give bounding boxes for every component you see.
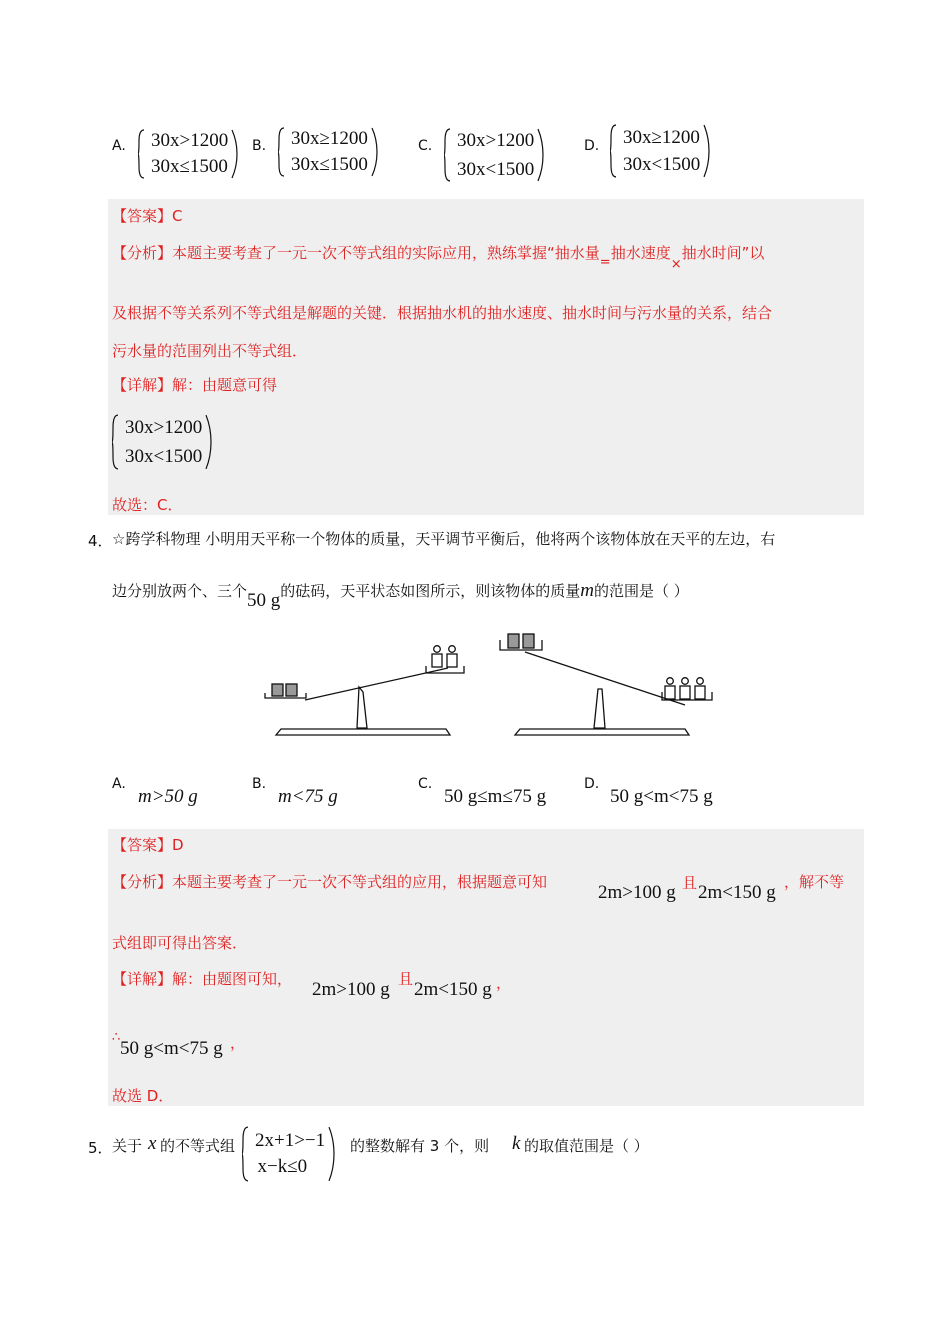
right-paren-icon bbox=[205, 414, 212, 470]
q3-option-a-label[interactable]: A. bbox=[112, 138, 126, 154]
q5-number: 5． bbox=[88, 1139, 113, 1157]
q3-option-b-label[interactable]: B. bbox=[252, 138, 267, 154]
analysis-text-1: 本题主要考查了一元一次不等式组的实际应用，熟练掌握“抽水量 bbox=[172, 244, 600, 262]
q3-option-c-line2: 30x<1500 bbox=[457, 159, 535, 180]
q4-option-b-expr[interactable]: m<75 g bbox=[278, 786, 338, 807]
answer-tag: 【答案】 bbox=[112, 207, 173, 225]
analysis-times: × bbox=[670, 257, 682, 272]
q3-option-b-system bbox=[278, 126, 378, 178]
q3-detail-line1: 30x>1200 bbox=[125, 417, 203, 438]
q3-detail-system bbox=[112, 413, 212, 471]
q4-therefore-comma: ， bbox=[230, 1034, 246, 1052]
q3-option-c-system bbox=[444, 126, 544, 184]
q4-option-c-expr[interactable]: 50 g≤m≤75 g bbox=[444, 786, 547, 807]
q4-line1: ☆跨学科物理 小明用天平称一个物体的质量，天平调节平衡后，他将两个该物体放在天平的左边，右 bbox=[112, 530, 776, 548]
q4-analysis-end: ，解不等 bbox=[784, 873, 845, 891]
left-brace-icon bbox=[242, 1126, 249, 1182]
q4-therefore-expr: 50 g<m<75 g bbox=[120, 1038, 223, 1059]
weight-icon bbox=[680, 678, 690, 699]
answer-tag: 【答案】 bbox=[112, 836, 173, 854]
q4-detail-and: 且 bbox=[398, 970, 414, 988]
q5-text-a: 关于 bbox=[112, 1137, 143, 1155]
right-left-pan bbox=[500, 640, 542, 650]
object-1 bbox=[508, 634, 519, 648]
q3-option-d-label[interactable]: D. bbox=[584, 138, 600, 154]
analysis-tag: 【分析】 bbox=[112, 873, 173, 891]
q4-number: 4． bbox=[88, 532, 113, 550]
therefore-icon: ∴ bbox=[112, 1030, 121, 1045]
q4-detail-line bbox=[112, 968, 292, 989]
weight-icon bbox=[447, 646, 457, 667]
object-1 bbox=[272, 684, 283, 696]
analysis-text-2: 抽水速度 bbox=[610, 244, 671, 262]
q3-choose: 故选：C． bbox=[112, 496, 183, 514]
q3-analysis-line2: 及根据不等关系列不等式组是解题的关键．根据抽水机的抽水速度、抽水时间与污水量的关系，结合 bbox=[112, 304, 773, 322]
answer-value: C bbox=[172, 207, 183, 225]
q5-sys-line2: x−k≤0 bbox=[257, 1156, 308, 1177]
right-paren-icon bbox=[703, 124, 710, 178]
left-balance-base bbox=[276, 729, 450, 735]
right-balance-beam bbox=[525, 652, 685, 705]
detail-tag: 【详解】 bbox=[112, 970, 173, 988]
q3-option-c-label[interactable]: C. bbox=[418, 138, 433, 154]
q5-var-k: k bbox=[512, 1133, 521, 1154]
q4-option-d-expr[interactable]: 50 g<m<75 g bbox=[610, 786, 713, 807]
right-balance bbox=[500, 634, 712, 735]
weight-icon bbox=[665, 678, 675, 699]
right-balance-stand bbox=[594, 689, 605, 728]
right-paren-icon bbox=[231, 129, 238, 179]
q4-option-d-label[interactable]: D. bbox=[584, 776, 600, 792]
q4-answer-line bbox=[112, 834, 184, 855]
q3-option-d-system bbox=[610, 124, 710, 178]
q4-analysis-line1 bbox=[112, 871, 547, 892]
q4-line2-c: 的范围是（ ） bbox=[594, 582, 689, 600]
q4-analysis-and: 且 bbox=[682, 874, 698, 892]
q4-line2-a: 边分别放两个、三个 bbox=[112, 582, 248, 600]
q4-option-c-label[interactable]: C. bbox=[418, 776, 433, 792]
q3-option-a-line1: 30x>1200 bbox=[151, 130, 229, 151]
q5-var-x: x bbox=[148, 1133, 157, 1154]
q3-analysis-line1 bbox=[112, 242, 765, 272]
detail-text: 解：由题意可得 bbox=[172, 376, 278, 394]
q5-text-b: 的不等式组 bbox=[160, 1137, 236, 1155]
q3-detail-line2: 30x<1500 bbox=[125, 446, 203, 467]
q3-option-d-line1: 30x≥1200 bbox=[623, 127, 700, 148]
q4-detail-expr1: 2m>100 g bbox=[312, 979, 390, 1000]
left-balance-stand bbox=[357, 687, 367, 728]
q5-sys-line1: 2x+1>−1 bbox=[255, 1130, 326, 1151]
object-2 bbox=[523, 634, 534, 648]
object-2 bbox=[286, 684, 297, 696]
left-brace-icon bbox=[444, 128, 451, 182]
q4-line2-b: 的砝码，天平状态如图所示，则该物体的质量 bbox=[280, 582, 581, 600]
right-balance-base bbox=[515, 729, 689, 735]
q4-option-b-label[interactable]: B. bbox=[252, 776, 267, 792]
q4-line2 bbox=[112, 580, 689, 611]
q4-option-a-label[interactable]: A. bbox=[112, 776, 126, 792]
left-brace-icon bbox=[610, 124, 617, 178]
q3-option-b-line2: 30x≤1500 bbox=[291, 154, 368, 175]
q3-option-b-line1: 30x≥1200 bbox=[291, 128, 368, 149]
q3-answer-line bbox=[112, 205, 183, 226]
q3-option-c-line1: 30x>1200 bbox=[457, 130, 535, 151]
q4-analysis-expr2: 2m<150 g bbox=[698, 882, 776, 903]
q4-analysis-expr1: 2m>100 g bbox=[598, 882, 676, 903]
q3-analysis-line3: 污水量的范围列出不等式组． bbox=[112, 342, 308, 360]
q3-option-d-line2: 30x<1500 bbox=[623, 154, 701, 175]
q3-detail-line bbox=[112, 374, 277, 395]
weight-icon bbox=[695, 678, 705, 699]
q4-choose: 故选 D． bbox=[112, 1087, 174, 1105]
analysis-text-3: 抽水时间”以 bbox=[681, 244, 765, 262]
q4-detail-comma: ， bbox=[496, 974, 512, 992]
q3-option-a-line2: 30x≤1500 bbox=[151, 156, 228, 177]
left-brace-icon bbox=[138, 129, 145, 179]
q5-text-d: 的取值范围是（ ） bbox=[524, 1137, 649, 1155]
answer-value: D bbox=[172, 836, 184, 854]
q4-line2-var: m bbox=[580, 580, 595, 601]
q5-system bbox=[242, 1126, 335, 1182]
right-paren-icon bbox=[371, 127, 378, 177]
left-brace-icon bbox=[278, 127, 285, 177]
q3-option-a-system bbox=[138, 128, 238, 180]
detail-text: 解：由题图可知， bbox=[172, 970, 293, 988]
analysis-tag: 【分析】 bbox=[112, 244, 173, 262]
right-paren-icon bbox=[537, 128, 544, 182]
analysis-eq: = bbox=[599, 255, 611, 270]
q4-analysis-line2: 式组即可得出答案． bbox=[112, 934, 248, 952]
detail-tag: 【详解】 bbox=[112, 376, 173, 394]
q4-option-a-expr[interactable]: m>50 g bbox=[138, 786, 198, 807]
q5-text-c: 的整数解有 3 个，则 bbox=[350, 1137, 490, 1155]
left-brace-icon bbox=[112, 414, 119, 470]
analysis-text: 本题主要考查了一元一次不等式组的应用，根据题意可知 bbox=[172, 873, 548, 891]
left-balance bbox=[265, 646, 464, 735]
q4-line2-mass: 50 g bbox=[247, 590, 281, 611]
q4-detail-expr2: 2m<150 g bbox=[414, 979, 492, 1000]
right-paren-icon bbox=[328, 1126, 335, 1182]
balance-figure bbox=[260, 630, 720, 740]
weight-icon bbox=[432, 646, 442, 667]
